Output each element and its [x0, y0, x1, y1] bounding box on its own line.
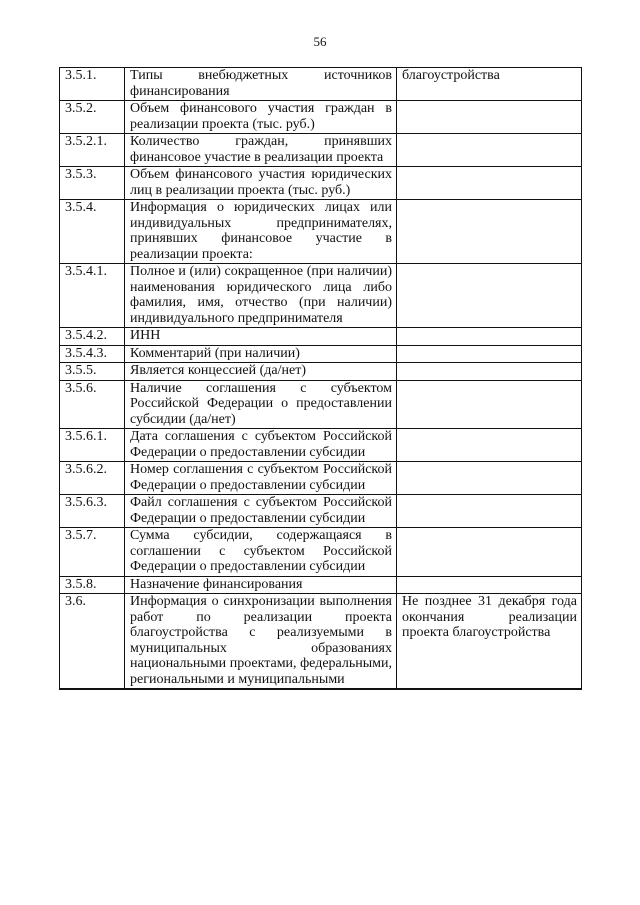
item-term: [397, 528, 582, 577]
item-number: 3.5.4.1.: [60, 264, 125, 328]
table-row: [60, 495, 582, 528]
item-name: Номер соглашения с субъектом Российской Федерации о предоставлении субсидии: [125, 462, 397, 495]
item-name: Полное и (или) сокращенное (при наличии) наименования юридического лица либо фамилия, имя, отчество (при наличии) индивидуального предпринимателя: [125, 264, 397, 328]
requirements-table: [59, 67, 582, 690]
item-term: [397, 363, 582, 381]
item-term: [397, 380, 582, 429]
item-name: Дата соглашения с субъектом Российской Федерации о предоставлении субсидии: [125, 429, 397, 462]
item-name: Назначение финансирования: [125, 576, 397, 594]
table-body: [60, 68, 582, 690]
table-row: [60, 462, 582, 495]
item-number: 3.5.6.2.: [60, 462, 125, 495]
item-name: Является концессией (да/нет): [125, 363, 397, 381]
item-term: [397, 134, 582, 167]
item-term: [397, 167, 582, 200]
item-name: Информация о синхронизации выполнения работ по реализации проекта благоустройства с реализуемыми в муниципальных образованиях национальными проектами, федеральными, региональными и муниципальными: [125, 594, 397, 690]
item-term: [397, 101, 582, 134]
item-number: 3.5.5.: [60, 363, 125, 381]
item-number: 3.5.4.2.: [60, 328, 125, 346]
item-term: [397, 576, 582, 594]
table-row: [60, 328, 582, 346]
item-name: Объем финансового участия граждан в реализации проекта (тыс. руб.): [125, 101, 397, 134]
item-term: [397, 429, 582, 462]
table-row: [60, 167, 582, 200]
item-number: 3.5.8.: [60, 576, 125, 594]
item-number: 3.5.4.3.: [60, 345, 125, 363]
item-number: 3.5.2.1.: [60, 134, 125, 167]
table-row: [60, 528, 582, 577]
item-name: Файл соглашения с субъектом Российской Федерации о предоставлении субсидии: [125, 495, 397, 528]
table-row: [60, 576, 582, 594]
item-number: 3.5.6.3.: [60, 495, 125, 528]
table-row: [60, 345, 582, 363]
item-name: Типы внебюджетных источников финансирования: [125, 68, 397, 101]
item-name: Наличие соглашения с субъектом Российской Федерации о предоставлении субсидии (да/нет): [125, 380, 397, 429]
item-term: [397, 462, 582, 495]
table-row: [60, 134, 582, 167]
item-number: 3.5.3.: [60, 167, 125, 200]
page-number: 56: [313, 34, 327, 49]
table-row: [60, 68, 582, 101]
item-number: 3.5.4.: [60, 200, 125, 264]
table-row: [60, 101, 582, 134]
table-row: [60, 200, 582, 264]
item-name: Количество граждан, принявших финансовое участие в реализации проекта: [125, 134, 397, 167]
table-row: [60, 363, 582, 381]
item-term: благоустройства: [397, 68, 582, 101]
item-term: [397, 200, 582, 264]
item-number: 3.5.7.: [60, 528, 125, 577]
item-number: 3.5.2.: [60, 101, 125, 134]
table-row: [60, 594, 582, 690]
item-number: 3.6.: [60, 594, 125, 690]
table-row: [60, 264, 582, 328]
table-row: [60, 429, 582, 462]
item-number: 3.5.6.1.: [60, 429, 125, 462]
item-term: [397, 345, 582, 363]
item-term: Не позднее 31 декабря года окончания реализации проекта благоустройства: [397, 594, 582, 690]
table-row: [60, 380, 582, 429]
item-name: Сумма субсидии, содержащаяся в соглашении с субъектом Российской Федерации о предоставлении субсидии: [125, 528, 397, 577]
item-term: [397, 495, 582, 528]
item-name: ИНН: [125, 328, 397, 346]
item-name: Комментарий (при наличии): [125, 345, 397, 363]
item-term: [397, 264, 582, 328]
item-term: [397, 328, 582, 346]
item-name: Информация о юридических лицах или индивидуальных предпринимателях, принявших финансовое участие в реализации проекта:: [125, 200, 397, 264]
item-number: 3.5.6.: [60, 380, 125, 429]
item-name: Объем финансового участия юридических лиц в реализации проекта (тыс. руб.): [125, 167, 397, 200]
item-number: 3.5.1.: [60, 68, 125, 101]
